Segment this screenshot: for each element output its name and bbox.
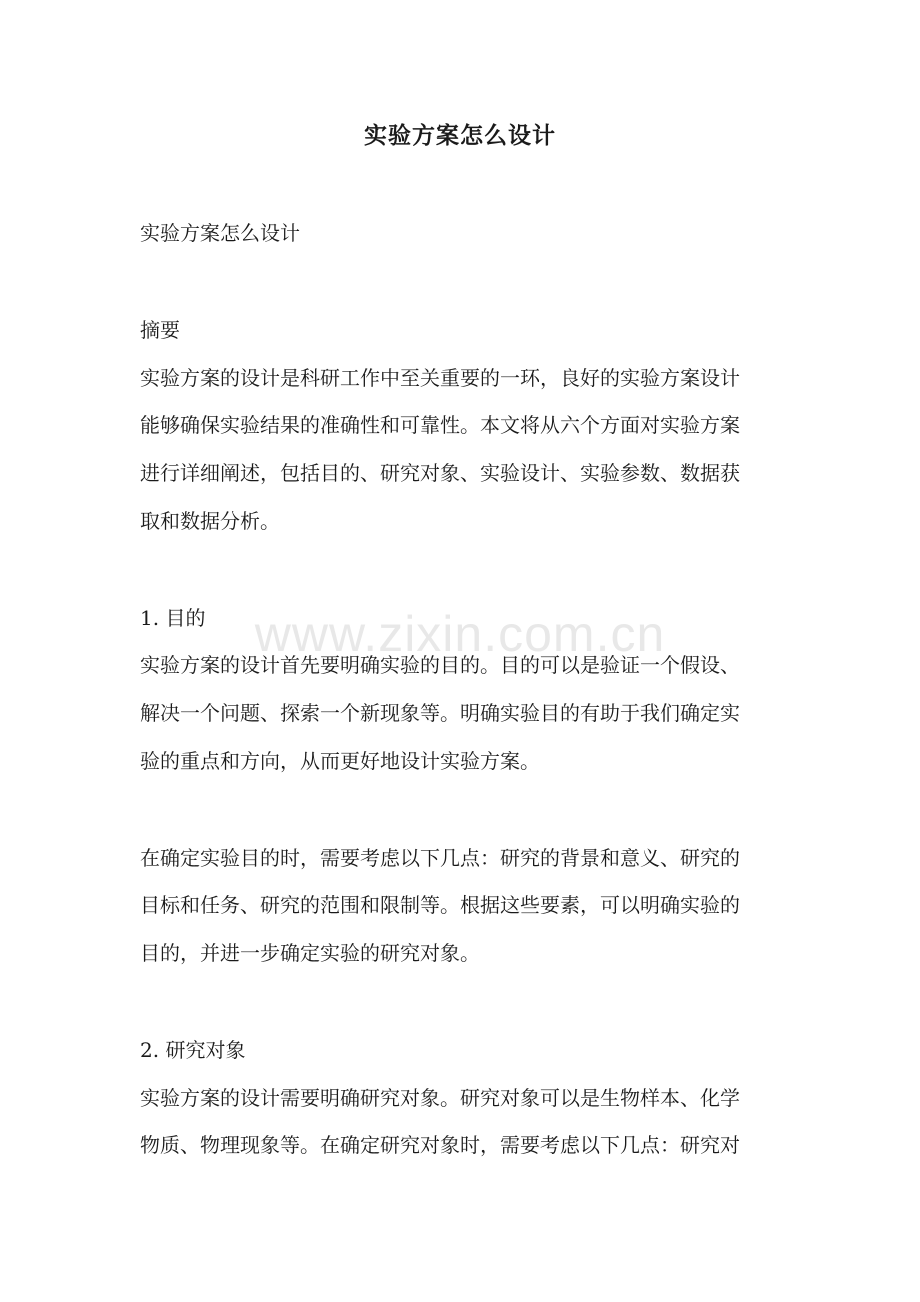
text-line: 实验方案的设计是科研工作中至关重要的一环，良好的实验方案设计: [140, 366, 740, 390]
document-title: 实验方案怎么设计: [364, 122, 556, 149]
abstract-heading: 摘要: [140, 318, 180, 342]
text-line: 目的，并进一步确定实验的研究对象。: [140, 941, 480, 965]
section-2-heading: 2. 研究对象: [140, 1038, 246, 1062]
document-subtitle: 实验方案怎么设计: [140, 221, 300, 245]
text-line: 物质、物理现象等。在确定研究对象时，需要考虑以下几点：研究对: [140, 1133, 740, 1157]
section-1-heading: 1. 目的: [140, 606, 206, 630]
text-line: 实验方案的设计首先要明确实验的目的。目的可以是验证一个假设、: [140, 653, 740, 677]
text-line: 在确定实验目的时，需要考虑以下几点：研究的背景和意义、研究的: [140, 846, 740, 870]
text-line: 进行详细阐述，包括目的、研究对象、实验设计、实验参数、数据获: [140, 461, 740, 485]
watermark: www.zixin.com.cn: [254, 606, 666, 662]
text-line: 取和数据分析。: [140, 509, 280, 533]
text-line: 目标和任务、研究的范围和限制等。根据这些要素，可以明确实验的: [140, 893, 740, 917]
text-line: 能够确保实验结果的准确性和可靠性。本文将从六个方面对实验方案: [140, 413, 740, 437]
text-line: 验的重点和方向，从而更好地设计实验方案。: [140, 749, 540, 773]
text-line: 实验方案的设计需要明确研究对象。研究对象可以是生物样本、化学: [140, 1086, 740, 1110]
text-line: 解决一个问题、探索一个新现象等。明确实验目的有助于我们确定实: [140, 701, 740, 725]
